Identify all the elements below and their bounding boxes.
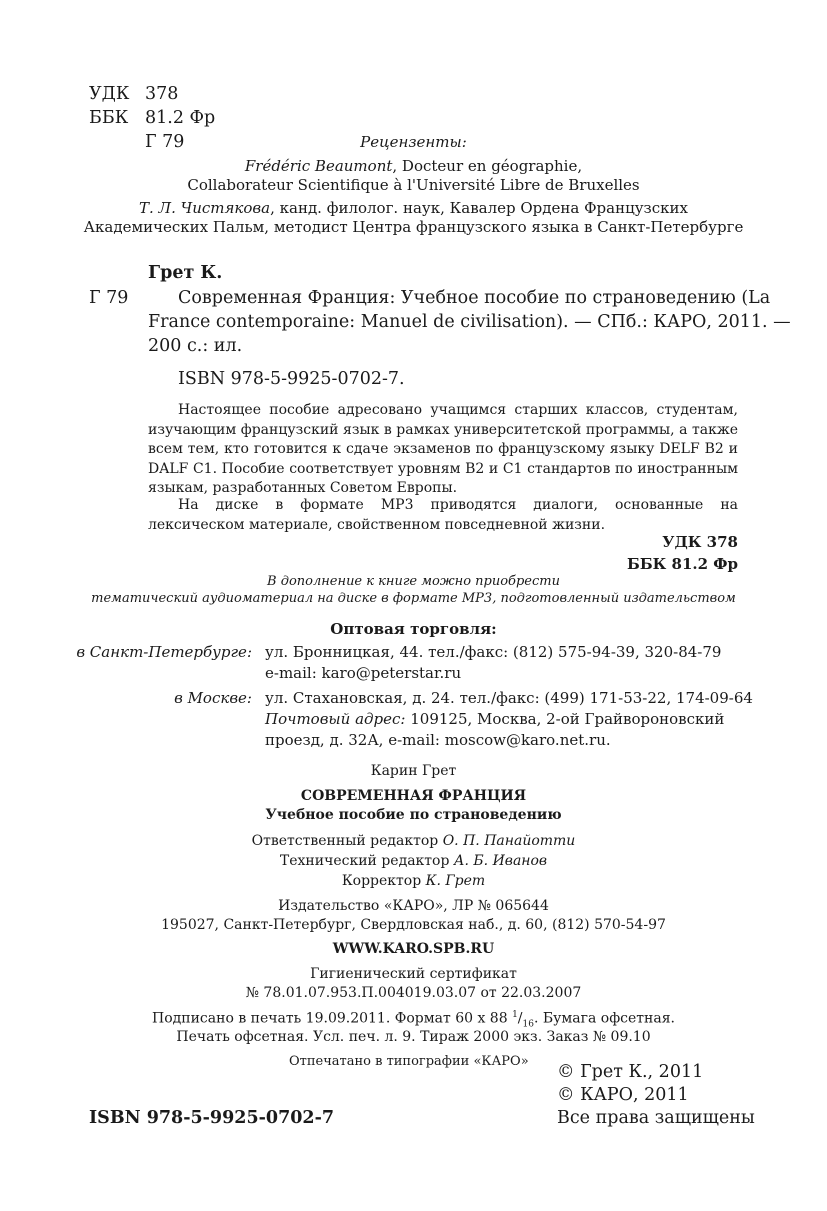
copyright-publisher: © КАРО, 2011 [557, 1085, 689, 1105]
printed-at: Отпечатано в типографии «КАРО» [289, 1054, 529, 1069]
catalog-line-3: 200 с.: ил. [148, 336, 243, 356]
rights-reserved: Все права защищены [557, 1108, 755, 1128]
colophon-address: 195027, Санкт-Петербург, Свердловская наб., д. 60, (812) 570-54-97 [161, 917, 666, 933]
udk-right: УДК 378 [662, 533, 738, 551]
udk-label: УДК [89, 84, 130, 104]
reviewer-1-name: Frédéric Beaumont [244, 157, 393, 175]
abstract-paragraph-1: Настоящее пособие адресовано учащимся старших классов, студентам, изучающим французский язык в рамках университетской программы, а также всем тем, кто готовится к сдаче экзаменов по французскому языку DELF B2 и DALF C1. Пособие соответствует уровням B2 и C1 стандартов по иностранным языкам, разработанных Советом Европы. [148, 402, 738, 496]
colophon-title: СОВРЕМЕННАЯ ФРАНЦИЯ [300, 788, 527, 804]
wholesale-msk-label: в Москве: [174, 689, 252, 707]
wholesale-spb-line-1: ул. Бронницкая, 44. тел./факс: (812) 575-94-39, 320-84-79 [265, 643, 722, 661]
reviewer-2-line-1: Т. Л. Чистякова, канд. филолог. наук, Кавалер Ордена Французских [139, 199, 688, 217]
reviewer-2-line-2: Академических Пальм, методист Центра французского языка в Санкт-Петербурге [83, 218, 744, 236]
catalog-author: Грет К. [148, 263, 223, 283]
colophon-editor: Ответственный редактор О. П. Панайотти [251, 833, 576, 849]
supplement-line-1: В дополнение к книге можно приобрести [267, 574, 560, 589]
abstract-paragraph-2: На диске в формате MP3 приводятся диалоги, основанные на лексическом материале, свойственном повседневной жизни. [148, 497, 738, 533]
udk-value: 378 [145, 84, 179, 104]
catalog-mark: Г 79 [89, 288, 129, 308]
reviewer-2-name: Т. Л. Чистякова [139, 199, 271, 217]
wholesale-title: Оптовая торговля: [330, 620, 497, 638]
copyright-author: © Грет К., 2011 [557, 1062, 704, 1082]
print-line-1: Подписано в печать 19.09.2011. Формат 60 x 88 $^1/_{16}$. Бумага офсетная. [152, 1010, 675, 1030]
reviewer-1-line-2: Collaborateur Scientifique à l'Université Libre de Bruxelles [187, 176, 640, 194]
footer-isbn: ISBN 978-5-9925-0702-7 [89, 1108, 335, 1128]
colophon-publisher: Издательство «КАРО», ЛР № 065644 [278, 898, 549, 914]
wholesale-msk-line-3: проезд, д. 32А, e-mail: moscow@karo.net.ru. [265, 731, 611, 749]
colophon-tech-editor: Технический редактор А. Б. Иванов [279, 853, 548, 869]
postal-label: Почтовый адрес: [265, 710, 406, 728]
wholesale-spb-label: в Санкт-Петербурге: [76, 643, 252, 661]
wholesale-msk-line-2: Почтовый адрес: 109125, Москва, 2-ой Грайвороновский [265, 710, 725, 728]
catalog-line-2: France contemporaine: Manuel de civilisation). — СПб.: КАРО, 2011. — [148, 312, 791, 332]
supplement-line-2: тематический аудиоматериал на диске в формате MP3, подготовленный издательством [91, 591, 736, 606]
colophon-corrector: Корректор К. Грет [341, 873, 486, 889]
wholesale-msk-line-1: ул. Стахановская, д. 24. тел./факс: (499) 171-53-22, 174-09-64 [265, 689, 753, 707]
reviewers-title: Рецензенты: [360, 133, 467, 151]
catalog-isbn: ISBN 978-5-9925-0702-7. [178, 369, 405, 389]
wholesale-spb-email: e-mail: karo@peterstar.ru [265, 664, 462, 682]
author-mark: Г 79 [145, 132, 185, 152]
bbk-right: ББК 81.2 Фр [627, 555, 738, 573]
reviewer-1-line-1: Frédéric Beaumont, Docteur en géographie, [244, 157, 583, 175]
colophon-author: Карин Грет [370, 763, 457, 779]
cert-line-1: Гигиенический сертификат [310, 966, 517, 982]
bbk-label: ББК [89, 108, 129, 128]
print-line-2: Печать офсетная. Усл. печ. л. 9. Тираж 2000 экз. Заказ № 09.10 [176, 1029, 651, 1045]
colophon-website: WWW.KARO.SPB.RU [332, 941, 495, 957]
cert-line-2: № 78.01.07.953.П.004019.03.07 от 22.03.2007 [245, 985, 582, 1001]
bbk-value: 81.2 Фр [145, 108, 216, 128]
catalog-line-1: Современная Франция: Учебное пособие по страноведению (La [178, 288, 771, 308]
colophon-subtitle: Учебное пособие по страноведению [265, 807, 562, 823]
